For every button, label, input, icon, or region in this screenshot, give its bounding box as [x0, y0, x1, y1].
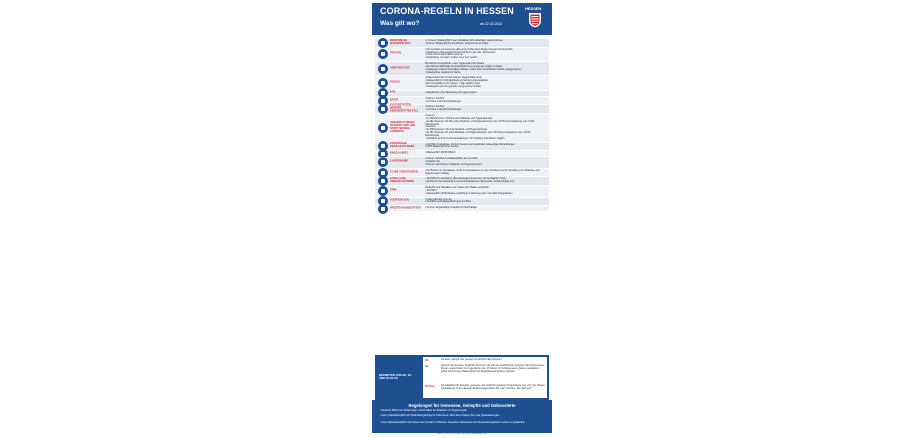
rule-category: PROSTITUTIONSSTÄTTEN — [390, 206, 421, 210]
rule-row — [375, 114, 549, 142]
rule-text: • Drinnen: 2G-Plus und Maskenpflicht bis zum Platz • Draußen: 3G • Drinnen und Draußen: Abstands- und Hygienekonzept — [425, 158, 482, 166]
category-icon — [378, 104, 388, 114]
def-key-3g: 3G — [425, 365, 429, 368]
corona-rules-poster — [372, 3, 552, 436]
rule-category: HOTELS UND ÜBERNACHTUNGEN — [390, 177, 414, 184]
rule-category: KITA — [390, 90, 396, 94]
category-icon — [378, 38, 388, 48]
rule-row — [375, 143, 549, 151]
rule-text: • Im Freien: Maskenpflicht, wenn Abstände nicht eingehalten werden können • Drinnen: Maskenpflicht (Ausnahmen: Gastronomie am Platz) — [425, 40, 503, 45]
vaccinated-rule: • Keine Quarantänepflicht als Haushaltsangehörige für Geboosterte. Mehr dazu erfahren Sie in der Quarantäneregeln — [380, 415, 500, 417]
rule-category: KÖRPERNAHE DIENSTLEISTUNGEN — [390, 142, 415, 149]
hessen-crest-icon — [528, 12, 542, 28]
rule-row — [375, 105, 549, 113]
header-banner — [372, 3, 552, 35]
state-label: HESSEN — [525, 6, 542, 11]
page-title: CORONA-REGELN IN HESSEN — [380, 6, 514, 16]
rule-row — [375, 157, 549, 168]
rule-category: MEDIZINISCHE MASKENPFLICHT — [390, 38, 411, 45]
rule-category: GASTRONOMIE — [390, 159, 409, 163]
rule-row — [375, 62, 549, 75]
valid-date: ab 22.02.2022 — [480, 22, 503, 26]
rule-category: HOCHSCHULEN — [390, 198, 409, 202]
category-icon — [378, 123, 388, 133]
rule-row — [375, 198, 549, 206]
definition-box — [375, 355, 549, 400]
rule-text: • Drinnen: 2G-Plus • Im Freien: keine Einschränkungen — [425, 97, 462, 103]
rule-text: • 2G-Plus. Regelmäßige Testpflicht für Beschäftigte — [425, 207, 478, 210]
rule-text: • Drinnen: 2G-Plus • Im Freien: keine Einschränkungen — [425, 106, 462, 112]
rule-category: EINZELHANDEL — [390, 151, 409, 155]
rule-text: Der Betrieb ist verpflichtet, einen Hygieneplan vorzuhalten • Die Zahl der Mitarbeiter am Arbeitsplatz ist so gering wie möglich zu halten • Arbeitgeber müssen Homeoffice anbieten, sofern keine betrieblichen Gründe entgegenstehen • Testangebote zweimal pro Woche — [425, 63, 522, 74]
rules-list — [375, 39, 549, 212]
rule-text: • 3G-Pflicht für touristische Übernachtungen bei Anreise; 3G bei täglichen Tests • 2G-Plus für den Aufenthalt in Gemeinschaftsräumen (Speisesäle, Schwimmbäder etc.) — [425, 178, 515, 184]
rule-row — [375, 76, 549, 89]
rule-category: SCHULE — [390, 80, 400, 84]
rule-text: • Präsenzunterricht für alle Klassen. Regelmäßige Tests • Maskenpflicht im Schulgebäude und auf dem Außengelände • Bei Coronafällen in der Klasse: 7 Tage tägliche Tests • Testangebot auch für geimpfte und genesene Schüler — [425, 77, 488, 88]
rule-row — [375, 91, 549, 96]
rule-category: KULTURSTÄTTEN (MUSEEN, GEDENKSTÄTTEN ETC.) — [390, 103, 419, 113]
category-icon — [378, 64, 388, 74]
category-icon — [378, 186, 388, 196]
rule-category: TREFFEN — [390, 51, 402, 55]
rule-text: • Maskenpflicht (FFP2-Pflicht) — [425, 152, 456, 155]
rule-category: ÖPNV — [390, 188, 397, 192]
vaccinated-rule: • Keine Quarantänepflicht nach Reisen oder Kontakt zu Infizierten. Ausnahme: Einreisende aus Virusvariantengebieten müssen in Quarantäne — [380, 422, 525, 424]
source-footer: Stand: 22.02.2022 | Quelle: Hessische Landesregierung — [437, 433, 487, 435]
rule-row — [375, 48, 549, 61]
rule-category: SPORT — [390, 98, 399, 102]
definition-label: DEFINITION VON 2G, 3G UND 2G-PLUS — [379, 373, 412, 381]
rule-text: Zusätzlich sind Fahrgäste zum Tragen einer Maske verpflichtet • 3G-Pflicht • Maskenpflicht (FFP2-Maske empfohlen) im Fahrzeug und in den Bahnhofsgebäuden — [425, 187, 513, 195]
vaccinated-rules-title: Regelungen für Genesene, Geimpfte und Geboosterte — [408, 403, 516, 408]
def-key-2g: 2G — [425, 359, 429, 362]
page-subtitle: Was gilt wo? — [380, 20, 420, 27]
rule-row — [375, 186, 549, 197]
rule-category: CLUBS / DISKOTHEKEN — [390, 170, 418, 174]
rule-text: • Drinnen - bis 250 Personen: 2G-Plus unter Abstands- und Hygienekonzept - ab 251 Personen: 2G-Plus unter Abstands- und Hygienekonzept; max. 60 Prozent Auslastung; max. 6.000 Teilnehmende • Draußen - bis 250 Personen: 2G unter Abstands- und Hygienekonzept - ab 251 Personen: 2G unter Abstands- und Hygienekonzept; max. 60 Prozent Auslastung; max. 10.000 Teilnehmende - Stehplätze sind bei Großveranstaltungen nicht zulässig; Ausnahmen möglich — [425, 115, 535, 140]
category-icon — [378, 49, 388, 59]
def-key-2gplus: 2G-Plus — [425, 385, 435, 388]
category-icon — [378, 157, 388, 167]
rule-row — [375, 39, 549, 47]
category-icon — [378, 78, 388, 88]
rule-text: • Für Geimpfte und Genesene gibt es bei Treffen keine Begrenzung der Personenzahl • Sobald eine nicht-geimpfte Person teilnimmt, gilt: max. 10 Personen • Kinder bis 14 Jahre zählen nicht mit • Empfehlung: vor jedem Treffen einen Test machen — [425, 48, 513, 60]
rule-category: VERANSTALTUNGEN (THEATER, KINO UND SPORT, MESSEN, KONZERTE) — [390, 121, 416, 133]
rule-row — [375, 151, 549, 156]
rule-text: • Der Betrieb von Tanzlokalen, Clubs und Diskotheken ist unter 2G-Plus und unter Einhaltung von Abstands- und Hygieneregeln zulässig — [425, 169, 540, 175]
def-text-2gplus: Grundsätzlich gilt: Geimpfte, genesene und zusätzlich getestete (Testnachweis max. 24 h alt). Weitere Informationen zu den aktuellen Bestimmungen finden Sie unter "2G-Plus - Wer darf rein?" — [441, 385, 545, 390]
rule-category: ARBEITSPLÄTZE — [390, 66, 410, 70]
rule-text: • Regelbetrieb unter Beachtung der Hygieneregeln — [425, 91, 477, 94]
rule-text: • 2G-Pflicht. Ausnahmen: 3G bei Friseuren und medizinisch notwendigen Behandlungen • FFP2-Maskenpflicht für Kunden — [425, 143, 515, 149]
category-icon — [378, 176, 388, 186]
definition-panel — [423, 357, 547, 398]
rule-row — [375, 177, 549, 185]
def-text-2g: Genesen, geimpft oder getestet mit Zutritt für alle Personen. — [441, 359, 503, 361]
vaccinated-rule: • Weiterhin Pflicht zum Maske tragen und Einhalten der Abstands- und Hygieneregeln — [380, 410, 467, 412]
rule-text: • Präsenzbetrieb unter 3G • 3G-Pflicht und Maskenpflicht auch am Platz — [425, 198, 471, 204]
vaccinated-rules-box — [372, 400, 552, 433]
rule-row — [375, 206, 549, 211]
rule-row — [375, 169, 549, 177]
def-text-3g: Geimpft oder genesen. Zusätzlich Personen, die sich aus medizinischen Gründen nicht impfen lassen können, sowie Kinder und Jugendliche unter 18 Jahren mit Schülerausweis. Weitere Ausnahmen (siehe Verordnung). Maskenpflicht und Abstandsregeln bleiben bestehen. — [441, 365, 545, 373]
category-icon — [378, 204, 388, 214]
